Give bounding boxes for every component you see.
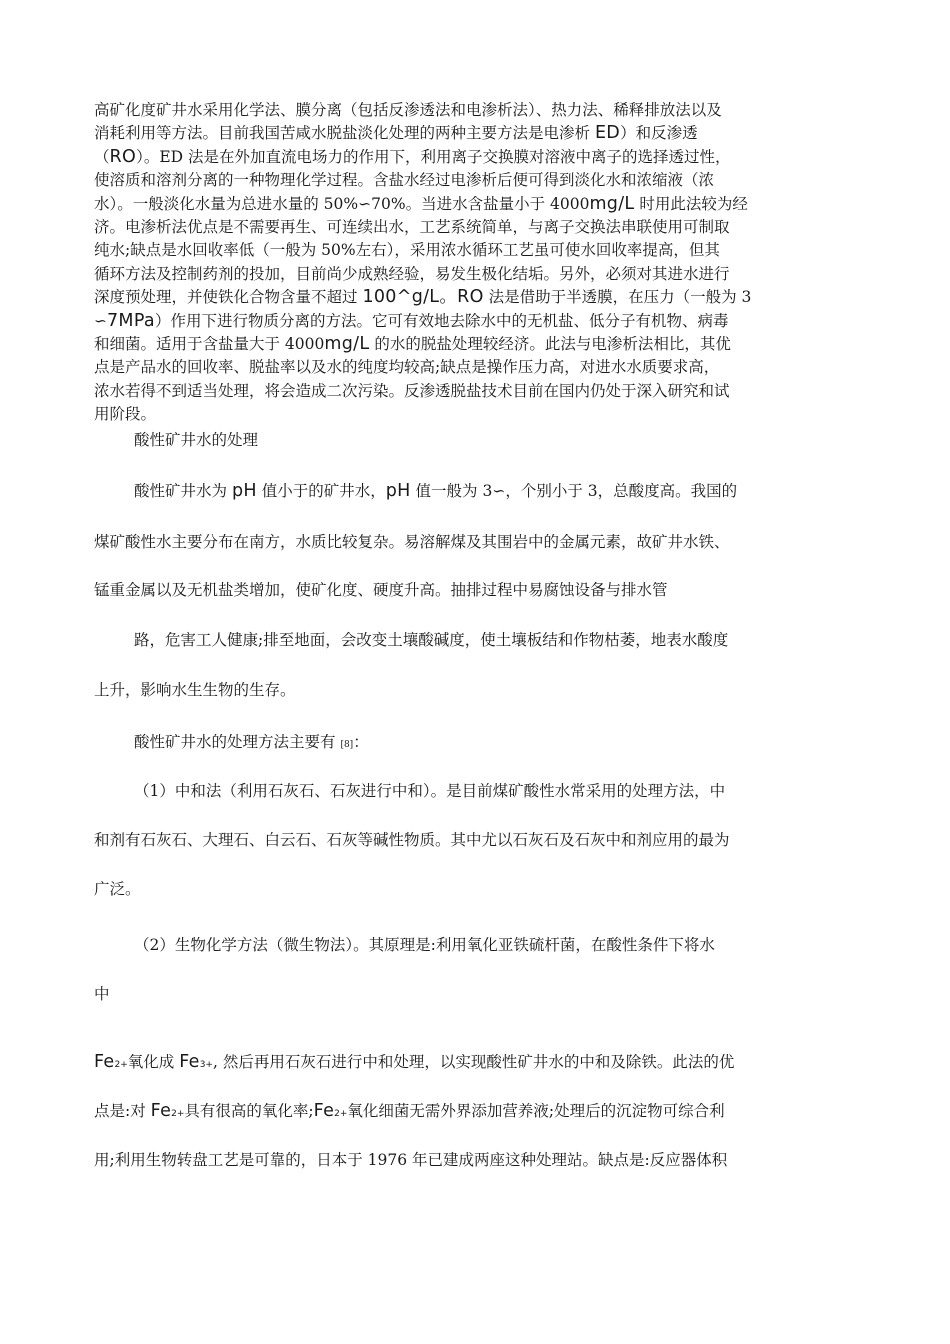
text-line: 纯水;缺点是水回收率低（一般为 50%左右），采用浓水循环工艺虽可使水回收率提高，但其 [94, 241, 720, 260]
text-line: ∽7MPa）作用下进行物质分离的方法。它可有效地去除水中的无机盐、低分子有机物、病毒 [94, 310, 729, 331]
text-line: 点是产品水的回收率、脱盐率以及水的纯度均较高;缺点是操作压力高，对进水水质要求高， [94, 358, 720, 377]
text-line: 水）。一般淡化水量为总进水量的 50%∽70%。当进水含盐量小于 4000mg/L 时用此法较为经 [94, 193, 748, 214]
text-line: 煤矿酸性水主要分布在南方，水质比较复杂。易溶解煤及其围岩中的金属元素，故矿井水铁、 [94, 533, 730, 551]
text-line: （2）生物化学方法（微生物法）。其原理是:利用氧化亚铁硫杆菌，在酸性条件下将水 [134, 936, 715, 954]
text-line: 用;利用生物转盘工艺是可靠的，日本于 1976 年已建成两座这种处理站。缺点是:反应器体积 [94, 1151, 728, 1169]
text-line: 上升，影响水生生物的生存。 [94, 681, 296, 699]
section-heading: 酸性矿井水的处理 [134, 431, 259, 449]
text-line: 深度预处理，并使铁化合物含量不超过 100^g/L。RO 法是借助于半透膜，在压力（一般为 3 [94, 287, 752, 308]
text-line: 高矿化度矿井水采用化学法、膜分离（包括反渗透法和电渗析法）、热力法、稀释排放法以及 [94, 101, 722, 119]
text-line: 济。电渗析法优点是不需要再生、可连续出水，工艺系统简单，与离子交换法串联使用可制取 [94, 217, 730, 236]
text-line: 路，危害工人健康;排至地面，会改变土壤酸碱度，使土壤板结和作物枯萎，地表水酸度 [134, 631, 729, 649]
intro-paragraph [94, 99, 864, 426]
text-line: 使溶质和溶剂分离的一种物理化学过程。含盐水经过电渗析后便可得到淡化水和浓缩液（浓 [94, 171, 715, 190]
text-line: Fe2+氧化成 Fe3+, 然后再用石灰石进行中和处理，以实现酸性矿井水的中和及除铁。此法的优 [94, 1052, 735, 1072]
text-line: 酸性矿井水为 pH 值小于的矿井水，pH 值一般为 3∽，个别小于 3，总酸度高。我国的 [134, 481, 738, 501]
text-line: 锰重金属以及无机盐类增加，使矿化度、硬度升高。抽排过程中易腐蚀设备与排水管 [94, 581, 668, 599]
text-line: 广泛。 [94, 880, 141, 898]
text-line: 循环方法及控制药剂的投加，目前尚少成熟经验，易发生极化结垢。另外，必须对其进水进行 [94, 264, 730, 283]
text-line: 消耗利用等方法。目前我国苦咸水脱盐淡化处理的两种主要方法是电渗析 ED）和反渗透 [94, 123, 698, 144]
text-line: 浓水若得不到适当处理，将会造成二次污染。反渗透脱盐技术目前在国内仍处于深入研究和试 [94, 381, 730, 400]
text-line: （RO）。ED 法是在外加直流电场力的作用下，利用离子交换膜对溶液中离子的选择透过性， [94, 146, 731, 167]
citation: [8] [340, 740, 354, 750]
text-line: 点是:对 Fe2+具有很高的氧化率;Fe2+氧化细菌无需外界添加营养液;处理后的沉淀物可综合利 [94, 1101, 725, 1121]
text-line: 中 [94, 985, 110, 1003]
text-line: 和细菌。适用于含盐量大于 4000mg/L 的水的脱盐处理较经济。此法与电渗析法相比，其优 [94, 333, 731, 354]
text-line: 用阶段。 [94, 405, 157, 424]
text-line: 和剂有石灰石、大理石、白云石、石灰等碱性物质。其中尤以石灰石及石灰中和剂应用的最为 [94, 831, 730, 849]
text-line: （1）中和法（利用石灰石、石灰进行中和）。是目前煤矿酸性水常采用的处理方法，中 [134, 782, 726, 800]
methods-intro: 酸性矿井水的处理方法主要有 [8]： [134, 733, 369, 751]
